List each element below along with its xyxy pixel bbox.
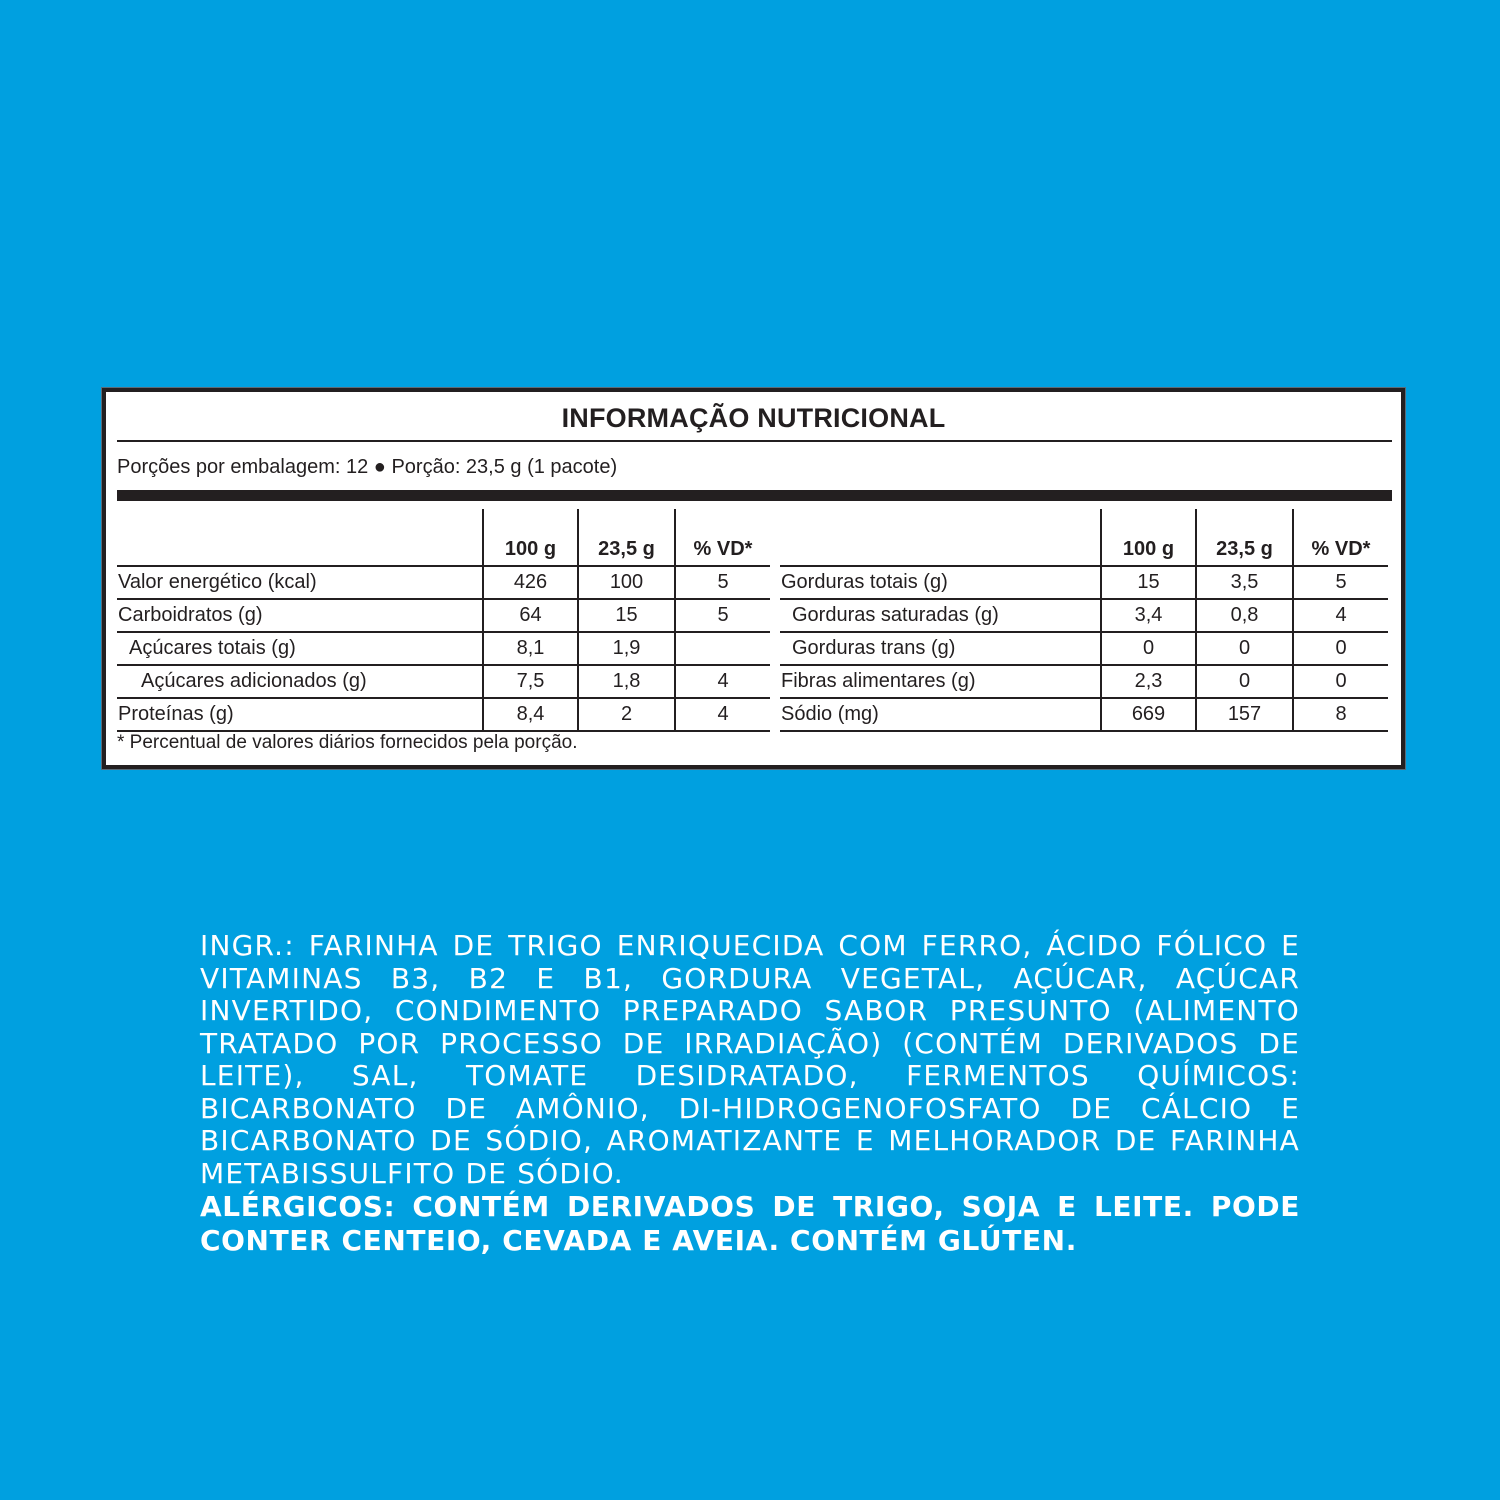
nutrient-name: Gorduras trans (g) [780, 632, 1101, 665]
thick-divider [117, 490, 1392, 501]
ingredients-text: INGR.: FARINHA DE TRIGO ENRIQUECIDA COM FERRO, ÁCIDO FÓLICO E VITAMINAS B3, B2 E B1, GORDURA VEGETAL, AÇÚCAR, AÇÚCAR INVERTIDO, CONDIMENTO PREPARADO SABOR PRESUNTO (ALIMENTO TRATADO POR PROCESSO DE IRRADIAÇÃO) (CONTÉM DERIVADOS DE LEITE), SAL, TOMATE DESIDRATADO, FERMENTOS QUÍMICOS: BICARBONATO DE AMÔNIO, DI-HIDROGENOFOSFATO DE CÁLCIO E BICARBONATO DE SÓDIO, AROMATIZANTE E MELHORADOR DE FARINHA METABISSULFITO DE SÓDIO. [200, 929, 1300, 1190]
value-portion: 0 [1196, 632, 1293, 665]
column-100g: 100 g [1101, 509, 1196, 566]
table-row [117, 632, 770, 665]
value-100g: 0 [1101, 632, 1196, 665]
table-row [780, 665, 1388, 698]
title-divider [117, 440, 1392, 442]
nutrient-name: Fibras alimentares (g) [780, 665, 1101, 698]
value-portion: 3,5 [1196, 566, 1293, 599]
value-100g: 669 [1101, 698, 1196, 731]
value-portion: 0 [1196, 665, 1293, 698]
table-row [117, 599, 770, 632]
value-100g: 8,4 [483, 698, 578, 731]
nutrition-title: INFORMAÇÃO NUTRICIONAL [561, 403, 946, 433]
nutrient-name: Açúcares totais (g) [117, 632, 483, 665]
nutrient-name: Valor energético (kcal) [117, 566, 483, 599]
value-vd: 8 [1293, 698, 1388, 731]
table-row [780, 566, 1388, 599]
value-portion: 2 [578, 698, 675, 731]
nutrition-table-right [780, 509, 1388, 732]
portion-line: Porções por embalagem: 12 ● Porção: 23,5 g (1 pacote) [117, 456, 618, 478]
value-vd [675, 632, 770, 665]
value-portion: 100 [578, 566, 675, 599]
table-row [780, 698, 1388, 731]
column-100g: 100 g [483, 509, 578, 566]
table-row [780, 632, 1388, 665]
nutrient-name: Carboidratos (g) [117, 599, 483, 632]
table-row [117, 698, 770, 731]
allergens-text: ALÉRGICOS: CONTÉM DERIVADOS DE TRIGO, SOJA E LEITE. PODE CONTER CENTEIO, CEVADA E AVEIA. CONTÉM GLÚTEN. [200, 1190, 1300, 1257]
value-portion: 0,8 [1196, 599, 1293, 632]
table-header-row [117, 509, 770, 566]
value-portion: 1,8 [578, 665, 675, 698]
value-vd: 0 [1293, 632, 1388, 665]
value-portion: 1,9 [578, 632, 675, 665]
value-100g: 426 [483, 566, 578, 599]
nutrient-column-header [117, 509, 483, 566]
value-vd: 4 [675, 665, 770, 698]
value-vd: 4 [1293, 599, 1388, 632]
nutrient-column-header [780, 509, 1101, 566]
value-100g: 15 [1101, 566, 1196, 599]
nutrient-name: Proteínas (g) [117, 698, 483, 731]
nutrition-table-left [117, 509, 770, 732]
nutrient-name: Gorduras saturadas (g) [780, 599, 1101, 632]
column-vd: % VD* [1293, 509, 1388, 566]
value-vd: 0 [1293, 665, 1388, 698]
value-100g: 3,4 [1101, 599, 1196, 632]
value-100g: 8,1 [483, 632, 578, 665]
value-portion: 157 [1196, 698, 1293, 731]
column-vd: % VD* [675, 509, 770, 566]
value-portion: 15 [578, 599, 675, 632]
table-header-row [780, 509, 1388, 566]
value-vd: 5 [675, 566, 770, 599]
table-row [117, 566, 770, 599]
value-vd: 5 [1293, 566, 1388, 599]
table-row [117, 665, 770, 698]
nutrient-name: Açúcares adicionados (g) [117, 665, 483, 698]
value-vd: 5 [675, 599, 770, 632]
value-vd: 4 [675, 698, 770, 731]
value-100g: 7,5 [483, 665, 578, 698]
table-row [780, 599, 1388, 632]
column-portion: 23,5 g [578, 509, 675, 566]
vd-footnote: * Percentual de valores diários fornecidos pela porção. [117, 732, 578, 753]
nutrition-facts-panel [102, 388, 1405, 769]
value-100g: 64 [483, 599, 578, 632]
column-portion: 23,5 g [1196, 509, 1293, 566]
nutrient-name: Sódio (mg) [780, 698, 1101, 731]
value-100g: 2,3 [1101, 665, 1196, 698]
nutrient-name: Gorduras totais (g) [780, 566, 1101, 599]
